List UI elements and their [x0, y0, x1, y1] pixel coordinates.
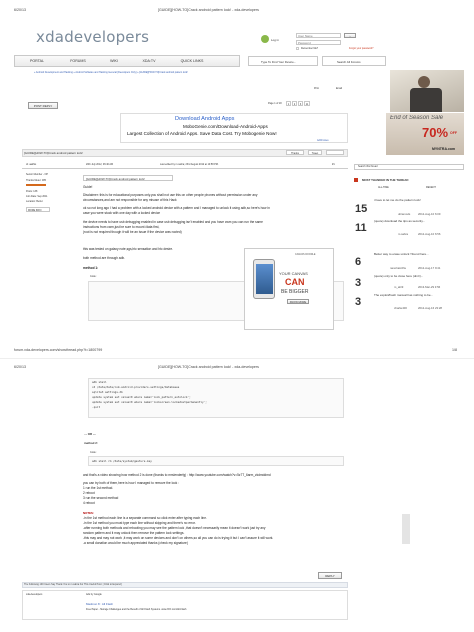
canvas-doodle-ad[interactable]	[244, 248, 334, 330]
thanks-meter-bar	[26, 184, 46, 186]
trend-date-1: 2012-Aug-10 6:56	[418, 232, 441, 236]
ads-by-google: Ads by Google	[86, 593, 102, 596]
post-user-name[interactable]: dr. aakhis	[26, 163, 37, 166]
post-line-7: (root is not required though it will be an issue if the device was rooted)	[83, 230, 182, 234]
sale-ad[interactable]	[386, 113, 464, 155]
post-line-2: circumstances,and am not responsible for any misuse of this Hack	[83, 198, 177, 202]
more-info-button[interactable]: MORE INFO	[26, 207, 50, 212]
sponsored-ad-title[interactable]: Madmon 8 : All Flash	[86, 602, 113, 606]
remember-checkbox[interactable]	[296, 47, 299, 50]
trend-date-2: 2012-Aug-17 9:41	[418, 266, 441, 270]
or-separator: --- OR ---	[84, 432, 96, 436]
user-join-date: Join Date: Sep 2011	[26, 195, 48, 198]
mobogenie-ad[interactable]	[120, 113, 348, 143]
trend-count-1: 11	[355, 222, 367, 234]
page-separator	[0, 358, 474, 359]
post-line-0: Guide!	[83, 185, 93, 189]
post-divider	[22, 168, 348, 169]
trend-date-0: 2012-Aug-10 6:09	[418, 212, 441, 216]
sponsored-block	[22, 590, 348, 620]
nav-quick-links[interactable]: QUICK LINKS	[180, 59, 204, 63]
note-line-2: -after running both methods and rebooting you may see the pattern lock ,that doesn't necessarily mean it doesn't work just try any	[83, 526, 266, 530]
ad-site[interactable]: MoboGenie.com/Download-Android-Apps	[183, 124, 268, 129]
nav-portal[interactable]: PORTAL	[29, 59, 45, 63]
code2-line: adb shell rm /data/system/gesture.key	[92, 459, 152, 463]
code1-line-0: adb shell	[92, 380, 107, 384]
side-banner-placeholder	[402, 514, 410, 544]
tweet-button[interactable]: Tweet	[308, 150, 322, 155]
post-number[interactable]: #1	[332, 163, 335, 166]
breadcrumb[interactable]: » Android Development and Hacking » Android Software and Hacking General [Developers Only] » [GUIDE][HOW-TO]Crack android pattern lock!	[34, 71, 188, 74]
thread-title: [GUIDE][HOW-TO]Crack android pattern lock!	[24, 151, 83, 155]
user-thanks: Thanks Meter: 485	[26, 179, 46, 182]
trending-header: MOST THANKED IN THE THREAD	[362, 178, 409, 182]
text-line-1: you can try both of them,here is how I managed to remove the lock :	[83, 481, 180, 485]
note-line-4: -this may and may not work ,it may work on some devices and don't on others,so all you can do is trying it but I can't assure it will work.	[83, 536, 274, 540]
post-line-6: instructions from cwm,just be sure to mount /data first,	[83, 225, 160, 229]
trend-title-3[interactable]: (quote) only to be close here (dmlr)...	[374, 274, 424, 278]
android-icon	[261, 35, 269, 43]
text-line-0[interactable]: and that's a video showing how method 2 is done (thanks to mrslenderfg) : http://www.youtube.com/watch?v=5z7T_6arm_zkdmddmd	[83, 473, 271, 477]
post-line-4: case you were stuck with one day with a locked device	[83, 211, 161, 215]
page2-browser-title: [GUIDE][HOW-TO]Crack android pattern lock! - xda-developers	[158, 365, 259, 369]
code1-line-5: .quit	[92, 405, 101, 409]
share-button[interactable]	[326, 150, 344, 155]
page-3-link[interactable]: 3	[299, 103, 302, 106]
trend-user-2[interactable]: nanohatzdhu	[390, 266, 407, 270]
sale-ad-title: End of Season Sale	[390, 115, 444, 121]
login-button[interactable]: ›	[344, 33, 356, 38]
username-input[interactable]: User Name	[296, 33, 341, 38]
trend-count-4: 3	[355, 296, 362, 308]
trend-user-3[interactable]: m_altr9	[394, 285, 404, 289]
page2-date: 6/20/13	[14, 365, 26, 369]
user-location: Location: Beirut	[26, 200, 43, 203]
post-heading: [GUIDE][HOW-TO]Crack android pattern lock!	[83, 175, 173, 181]
page1-number: 1/8	[452, 348, 457, 352]
code1-line-4: update system set value=0 where name='lockscreen.lockedoutpermanently';	[92, 400, 207, 404]
trend-user-4[interactable]: charlie400	[394, 306, 407, 310]
model-head	[418, 76, 430, 88]
forum-search-input[interactable]: Search All Forums	[322, 56, 386, 66]
phone-screen	[256, 264, 273, 294]
code1-line-1: cd /data/data/com.android.providers.settings/databases	[92, 385, 180, 389]
page1-footer-url: forum.xda-developers.com/showthread.php?t=1800799	[14, 348, 103, 352]
login-label: Log in	[271, 38, 279, 42]
post-line-3: ok so not long ago I had a problem with a locked android device with a pattern and I managed to unlock it using adb,so here's how in	[83, 206, 270, 210]
trending-icon	[354, 178, 358, 182]
post-last-edit: Last edited by m.sabra; 23rd August 2012 at 10:58 PM.	[160, 163, 219, 166]
text-line-5: 4 reboot	[83, 501, 95, 505]
trend-user-0[interactable]: ultramods	[398, 212, 411, 216]
pagination-label: Page 1 of 18	[268, 102, 282, 105]
trending-tab-all[interactable]: ALL-TIME	[378, 186, 389, 189]
thanks-button[interactable]: Thanks	[286, 150, 304, 155]
text-line-3: 2 reboot	[83, 491, 95, 495]
remember-label: Remember Me?	[301, 47, 319, 50]
post-reply-button[interactable]: POST REPLY	[28, 102, 58, 109]
canvas-line2: CAN	[285, 277, 305, 287]
sponsored-source: xda-developers	[26, 593, 43, 596]
post-line-1: Disclaimer: this is for educational purposes only.you shall not use this on other people phones without permission under any	[83, 193, 258, 197]
page-11-link[interactable]: 11	[305, 103, 309, 106]
code2-label: Code:	[90, 451, 97, 454]
ad-text: Largest Collection of Android Apps. Save Data Cost. Try Mobogenie Now!	[127, 131, 277, 136]
trend-count-0: 15	[355, 203, 368, 215]
trending-tab-recent[interactable]: RECENT	[426, 186, 436, 189]
trend-count-2: 6	[355, 256, 362, 268]
sale-ad-brand: MYNTRA.com	[432, 147, 456, 151]
trend-user-1[interactable]: m.sabra	[398, 232, 409, 236]
trend-date-3: 2013-Mar-29 3:56	[418, 285, 441, 289]
code-label: Code:	[90, 275, 97, 278]
model-body	[410, 88, 442, 112]
post-line-9: both method are through adb.	[83, 256, 125, 260]
trend-date-4: 2012-Aug-16 23:28	[418, 306, 442, 310]
post-date: 20th July 2012, 06:40 AM	[86, 163, 113, 166]
trend-title-4[interactable]: The exploit/hash manual has nothing to be...	[374, 293, 434, 297]
notes-title: NOTES:	[83, 511, 94, 515]
canvas-line1: YOUR CANVAS	[279, 271, 308, 276]
forgot-password-link[interactable]: Forgot your password?	[349, 47, 374, 50]
sale-ad-off: OFF	[450, 131, 457, 135]
nav-xdatv[interactable]: XDA:TV	[142, 59, 156, 63]
thanked-by[interactable]: The Following 100 Users Say Thank You to m.sabra For This Useful Post: [ Click to Expand ]	[24, 583, 122, 586]
page-1-link[interactable]: 1	[287, 103, 290, 106]
sponsored-ad-text: Free Paper - Storage Challenges and the Benefit of All Flash Systems. www.XIO.com/All-Flash	[86, 608, 187, 611]
post-line-8: this was tested on galaxy note,sgs,htc sensation and htc desire.	[83, 247, 174, 251]
ad-title[interactable]: Download Android Apps	[175, 116, 235, 122]
code1-line-3: update system set value=0 where name='lock_pattern_autolock';	[92, 395, 191, 399]
method-2-label: method 2:	[84, 441, 98, 445]
phone-image	[253, 259, 275, 299]
note-line-5: -a small donation would be much appreciated thanks (check my signature)	[83, 541, 188, 545]
post-line-10: method 1:	[83, 266, 99, 270]
code1-line-2: sqlite3 settings.db	[92, 390, 123, 394]
text-line-4: 3 run the second method	[83, 496, 119, 500]
user-posts: Posts: 138	[26, 190, 38, 193]
text-line-2: 1 run the 1st method.	[83, 486, 114, 490]
thread-search-label: Search this thread	[358, 165, 378, 168]
canvas-line3: BE BIGGER	[281, 289, 309, 295]
page-2-link[interactable]: 2	[293, 103, 296, 106]
print-link[interactable]: Print	[314, 87, 319, 90]
trend-title-0[interactable]: i have to let me do the pattern lock!	[374, 198, 421, 202]
canvas-brand: CANVAS DOODLE	[295, 253, 316, 256]
note-line-0: -in the 1st method each line is a separate command so click enter after typing each line.	[83, 516, 207, 520]
note-line-1: -in the 1st method you must type each line without skipping and there's no error.	[83, 521, 196, 525]
user-rank: Senior Member - OP	[26, 173, 48, 176]
note-line-3: random pattern and it may unlock then remove the pattern lock settings.	[83, 531, 185, 535]
fashion-ad-photo[interactable]	[390, 70, 464, 112]
nav-wiki[interactable]: WIKI	[110, 59, 118, 63]
email-link[interactable]: Email	[336, 87, 342, 90]
trend-title-1[interactable]: (quote) download the tips as security...	[374, 219, 426, 223]
post-line-5: the device needs to have usb debugging enabled in case usb debugging isn't enabled and you have cwm you can run the same	[83, 220, 263, 224]
ad-choices[interactable]: AdChoices	[317, 139, 329, 142]
sale-ad-pct: 70%	[422, 125, 449, 140]
trend-count-3: 3	[355, 277, 362, 289]
print-date: 6/20/13	[14, 8, 26, 12]
xda-logo[interactable]: xdadevelopers	[36, 28, 150, 46]
print-browser-title: [GUIDE][HOW-TO]Crack android pattern lock! - xda-developers	[158, 8, 259, 12]
reply-button[interactable]: REPLY	[318, 572, 342, 579]
password-input[interactable]: Password	[296, 40, 341, 45]
trend-title-2[interactable]: Better way to erase unlock !!found here...	[374, 252, 429, 256]
device-search-input[interactable]: Type To Find Your Device...	[248, 56, 318, 66]
canvas-cta[interactable]: KNOW MORE	[287, 299, 309, 304]
nav-forums[interactable]: FORUMS	[70, 59, 86, 63]
